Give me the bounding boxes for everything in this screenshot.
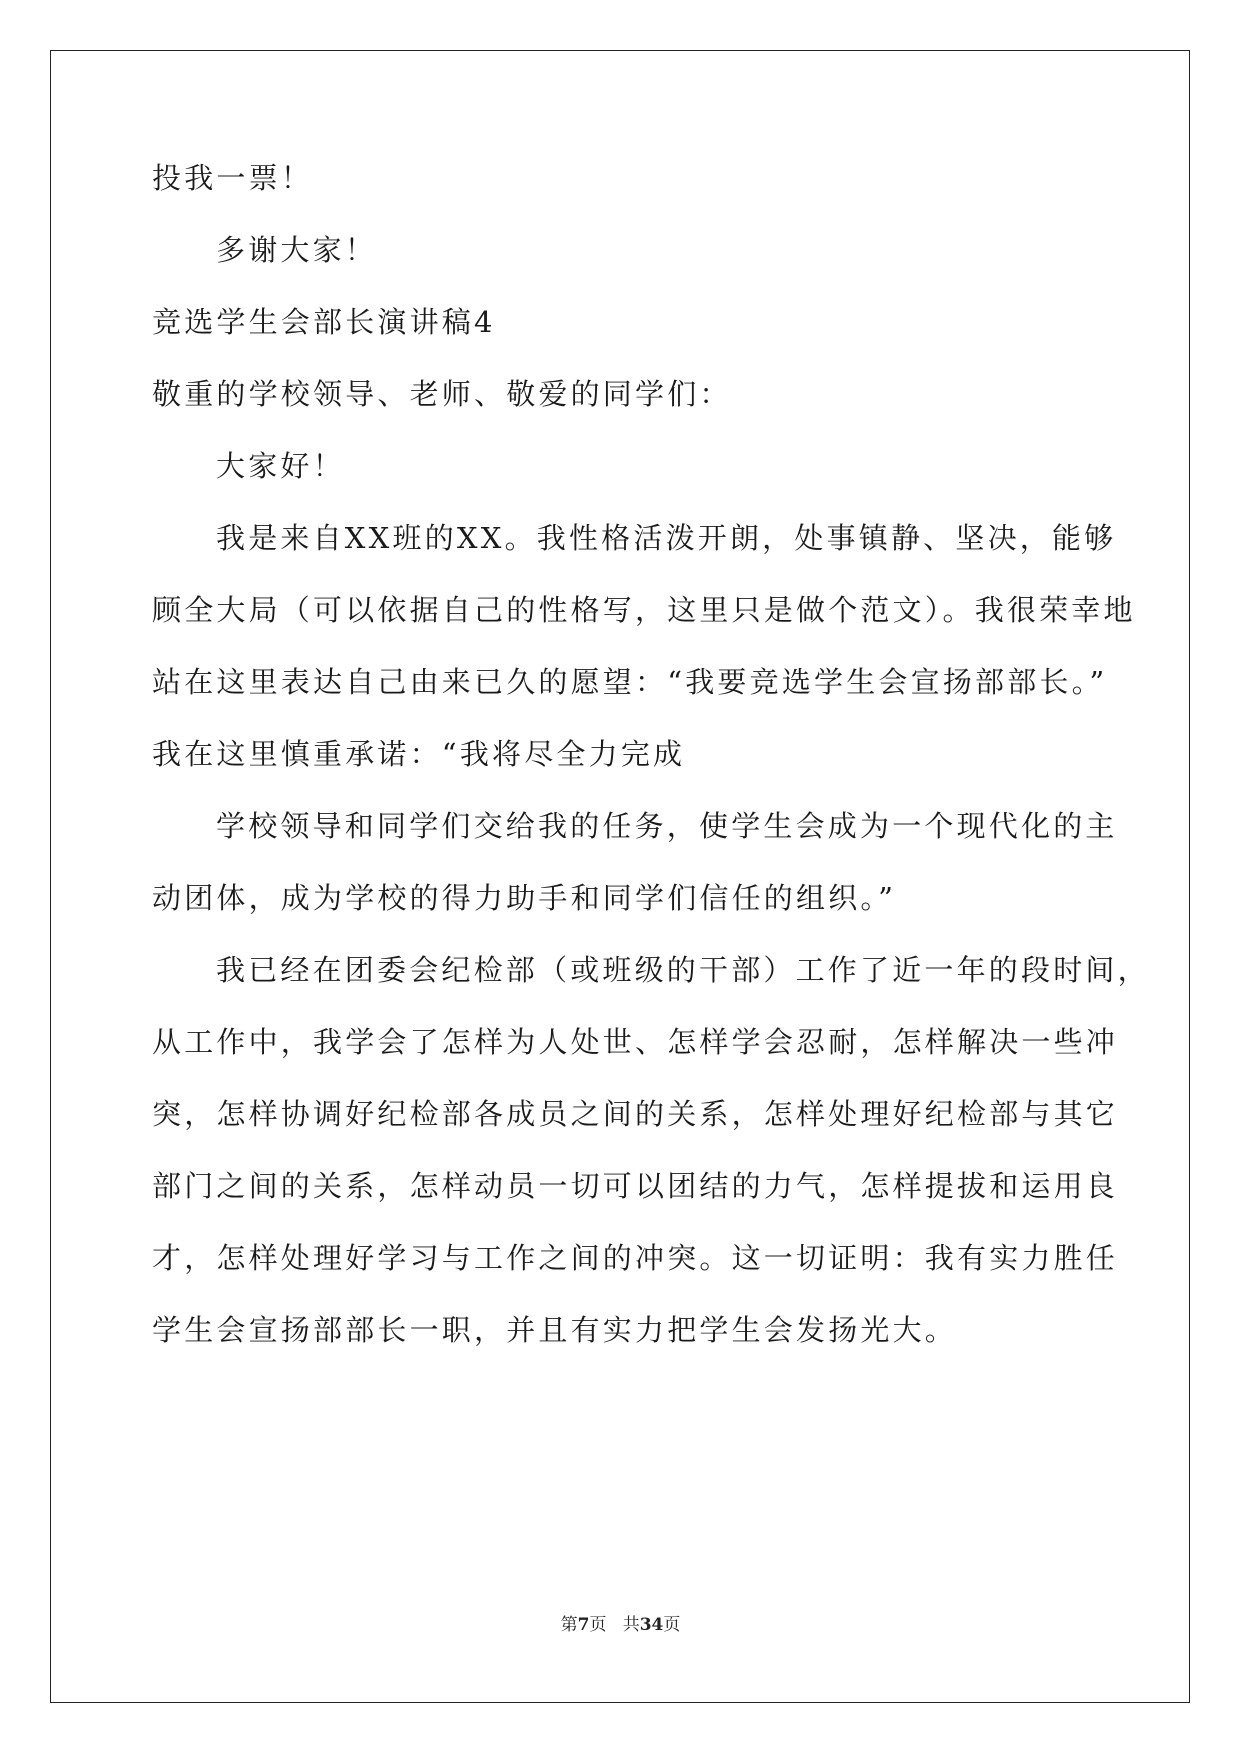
text-line: 多谢大家！	[216, 233, 378, 267]
text-line: 我已经在团委会纪检部（或班级的干部）工作了近一年的段时间，	[216, 953, 1150, 987]
text-line: 投我一票！	[152, 161, 314, 195]
text-line: 从工作中，我学会了怎样为人处世、怎样学会忍耐，怎样解决一些冲	[152, 1025, 1119, 1059]
text-line: 动团体，成为学校的得力助手和同学们信任的组织。”	[152, 881, 897, 915]
text-line: 我是来自XX班的XX。我性格活泼开朗，处事镇静、坚决，能够	[216, 521, 1117, 555]
text-line: 学生会宣扬部部长一职，并且有实力把学生会发扬光大。	[152, 1313, 958, 1347]
footer-page-suffix: 页	[589, 1615, 607, 1635]
footer-prefix: 第	[560, 1615, 578, 1635]
text-line: 部门之间的关系，怎样动员一切可以团结的力气，怎样提拔和运用良	[152, 1169, 1119, 1203]
text-line: 站在这里表达自己由来已久的愿望：“我要竞选学生会宣扬部部长。”	[152, 665, 1108, 699]
footer-total-prefix: 共	[622, 1615, 640, 1635]
footer-total-suffix: 页	[663, 1615, 681, 1635]
text-line: 我在这里慎重承诺：“我将尽全力完成	[152, 737, 686, 771]
text-line: 学校领导和同学们交给我的任务，使学生会成为一个现代化的主	[216, 809, 1118, 843]
total-pages: 34	[639, 1615, 664, 1635]
greeting: 大家好！	[216, 449, 345, 483]
section-title: 竞选学生会部长演讲稿4	[152, 305, 496, 339]
text-line: 才，怎样处理好学习与工作之间的冲突。这一切证明：我有实力胜任	[152, 1241, 1119, 1275]
text-line: 突，怎样协调好纪检部各成员之间的关系，怎样处理好纪检部与其它	[152, 1097, 1119, 1131]
page-number: 7	[577, 1615, 590, 1635]
page-border	[50, 50, 1190, 1703]
text-line: 顾全大局（可以依据自己的性格写，这里只是做个范文）。我很荣幸地	[152, 593, 1136, 627]
salutation: 敬重的学校领导、老师、敬爱的同学们：	[152, 377, 732, 411]
page-footer	[0, 1613, 1241, 1637]
